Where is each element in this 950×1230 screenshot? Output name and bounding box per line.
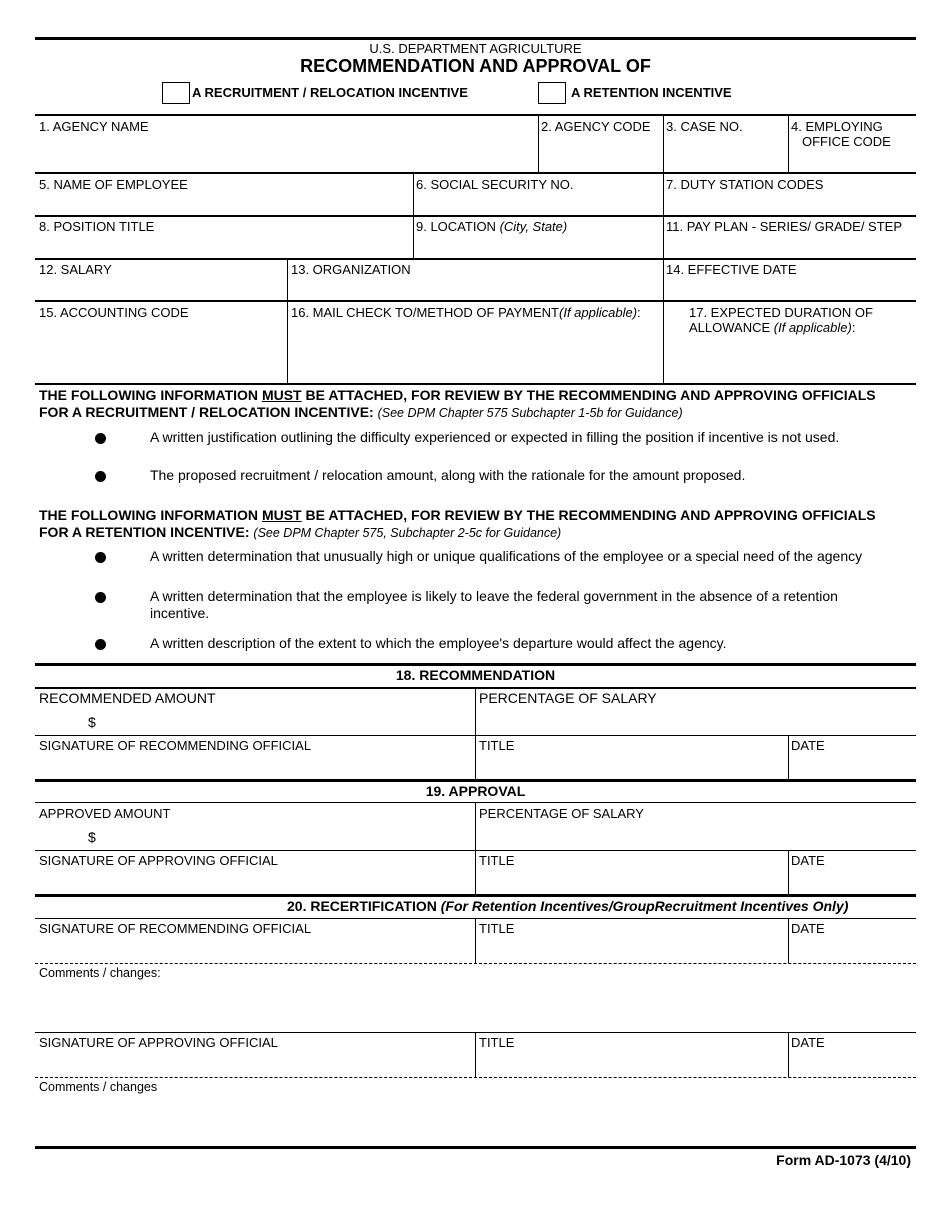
heading-text: BE ATTACHED, FOR REVIEW BY THE RECOMMENDING AND APPROVING OFFICIALS bbox=[301, 507, 876, 523]
payment-method-field[interactable] bbox=[291, 305, 641, 320]
recert-recommending-date-field[interactable]: DATE bbox=[791, 921, 825, 936]
recruitment-info-heading bbox=[39, 387, 876, 404]
retention-info-subheading bbox=[39, 524, 561, 542]
rule bbox=[35, 735, 916, 736]
department-name: U.S. DEPARTMENT AGRICULTURE bbox=[369, 41, 582, 56]
divider bbox=[663, 115, 664, 384]
form-title: RECOMMENDATION AND APPROVAL OF bbox=[300, 56, 651, 76]
grid-rule-4 bbox=[35, 258, 916, 260]
footer-rule bbox=[35, 1146, 916, 1149]
duty-station-codes-field[interactable]: 7. DUTY STATION CODES bbox=[666, 177, 824, 192]
recruitment-info-subheading bbox=[39, 404, 683, 422]
location-label: 9. LOCATION bbox=[416, 219, 500, 234]
retention-checkbox[interactable] bbox=[538, 82, 566, 104]
agency-code-field[interactable]: 2. AGENCY CODE bbox=[541, 119, 651, 134]
rule bbox=[35, 850, 916, 851]
recert-comments-1[interactable]: Comments / changes: bbox=[39, 966, 161, 980]
divider bbox=[287, 259, 288, 384]
grid-rule-2 bbox=[35, 172, 916, 174]
recert-approving-signature-field[interactable]: SIGNATURE OF APPROVING OFFICIAL bbox=[39, 1035, 278, 1050]
approved-amount-field[interactable]: APPROVED AMOUNT bbox=[39, 806, 171, 821]
retention-bullet: A written description of the extent to which the employee's departure would affect the agency. bbox=[150, 635, 727, 651]
ssn-field[interactable]: 6. SOCIAL SECURITY NO. bbox=[416, 177, 574, 192]
recruitment-bullet: The proposed recruitment / relocation amount, along with the rationale for the amount proposed. bbox=[150, 467, 746, 483]
divider bbox=[475, 919, 476, 963]
case-no-field[interactable]: 3. CASE NO. bbox=[666, 119, 743, 134]
heading-note: (For Retention Incentives/GroupRecruitment Incentives Only) bbox=[440, 898, 849, 914]
section-20-top-rule bbox=[35, 894, 916, 897]
approving-date-field[interactable]: DATE bbox=[791, 853, 825, 868]
employing-office-code-label-1: 4. EMPLOYING bbox=[791, 119, 883, 134]
pay-plan-field[interactable]: 11. PAY PLAN - SERIES/ GRADE/ STEP bbox=[666, 219, 903, 234]
location-note: (City, State) bbox=[499, 219, 568, 234]
expected-duration-field[interactable] bbox=[689, 305, 873, 335]
top-rule bbox=[35, 37, 916, 40]
subheading-text: FOR A RETENTION INCENTIVE: bbox=[39, 524, 250, 540]
recert-approving-date-field[interactable]: DATE bbox=[791, 1035, 825, 1050]
guidance-note: (See DPM Chapter 575 Subchapter 1-5b for Guidance) bbox=[377, 406, 683, 420]
expected-duration-label-1: 17. EXPECTED DURATION OF bbox=[689, 305, 873, 320]
section-19-top-rule bbox=[35, 779, 916, 782]
heading-text: THE FOLLOWING INFORMATION bbox=[39, 387, 262, 403]
agency-name-field[interactable]: 1. AGENCY NAME bbox=[39, 119, 149, 134]
salary-field[interactable]: 12. SALARY bbox=[39, 262, 112, 277]
expected-duration-colon: : bbox=[851, 320, 856, 335]
approving-title-field[interactable]: TITLE bbox=[479, 853, 515, 868]
expected-duration-label-2: ALLOWANCE bbox=[689, 320, 774, 335]
heading-emphasis: MUST bbox=[261, 507, 302, 523]
divider bbox=[788, 1033, 789, 1077]
dashed-rule bbox=[35, 1077, 916, 1078]
form-number: Form AD-1073 (4/10) bbox=[776, 1152, 911, 1168]
recert-approving-title-field[interactable]: TITLE bbox=[479, 1035, 515, 1050]
recommendation-heading: 18. RECOMMENDATION bbox=[395, 667, 556, 683]
dollar-sign: $ bbox=[88, 714, 96, 730]
recommended-amount-field[interactable]: RECOMMENDED AMOUNT bbox=[39, 690, 216, 706]
payment-method-colon: : bbox=[637, 305, 641, 320]
grid-bottom-rule bbox=[35, 383, 916, 385]
payment-method-note: (If applicable) bbox=[559, 305, 638, 320]
section-18-top-rule bbox=[35, 663, 916, 666]
divider bbox=[475, 803, 476, 895]
recommending-title-field[interactable]: TITLE bbox=[479, 738, 515, 753]
divider bbox=[788, 851, 789, 895]
bullet-icon bbox=[95, 433, 106, 444]
divider bbox=[475, 1033, 476, 1077]
divider bbox=[475, 688, 476, 780]
divider bbox=[788, 115, 789, 173]
bullet-icon bbox=[95, 639, 106, 650]
grid-rule-3 bbox=[35, 215, 916, 217]
accounting-code-field[interactable]: 15. ACCOUNTING CODE bbox=[39, 305, 189, 320]
approval-heading: 19. APPROVAL bbox=[425, 783, 526, 799]
recertification-heading bbox=[287, 898, 848, 914]
recommending-signature-field[interactable]: SIGNATURE OF RECOMMENDING OFFICIAL bbox=[39, 738, 312, 753]
retention-option-label: A RETENTION INCENTIVE bbox=[571, 85, 732, 100]
divider bbox=[413, 173, 414, 259]
location-field[interactable] bbox=[416, 219, 567, 234]
grid-top-rule bbox=[35, 114, 916, 116]
recruitment-option-label: A RECRUITMENT / RELOCATION INCENTIVE bbox=[192, 85, 468, 100]
heading-text: 20. RECERTIFICATION bbox=[287, 898, 441, 914]
divider bbox=[788, 919, 789, 963]
dashed-rule bbox=[35, 963, 916, 964]
approved-percentage-field[interactable]: PERCENTAGE OF SALARY bbox=[479, 806, 644, 821]
recert-recommending-signature-field[interactable]: SIGNATURE OF RECOMMENDING OFFICIAL bbox=[39, 921, 312, 936]
heading-text: BE ATTACHED, FOR REVIEW BY THE RECOMMENDING AND APPROVING OFFICIALS bbox=[301, 387, 876, 403]
effective-date-field[interactable]: 14. EFFECTIVE DATE bbox=[666, 262, 797, 277]
employee-name-field[interactable]: 5. NAME OF EMPLOYEE bbox=[39, 177, 188, 192]
recruitment-checkbox[interactable] bbox=[162, 82, 190, 104]
retention-bullet: A written determination that the employee is likely to leave the federal government in the absence of a retention incentive. bbox=[150, 588, 838, 621]
recert-comments-2[interactable]: Comments / changes bbox=[39, 1080, 158, 1094]
heading-text: THE FOLLOWING INFORMATION bbox=[39, 507, 262, 523]
employing-office-code-field[interactable] bbox=[791, 119, 891, 149]
guidance-note: (See DPM Chapter 575, Subchapter 2-5c for Guidance) bbox=[253, 526, 562, 540]
retention-info-heading bbox=[39, 507, 876, 524]
dollar-sign: $ bbox=[88, 829, 96, 845]
divider bbox=[788, 736, 789, 780]
expected-duration-note: (If applicable) bbox=[773, 320, 852, 335]
bullet-icon bbox=[95, 592, 106, 603]
bullet-icon bbox=[95, 552, 106, 563]
divider bbox=[538, 115, 539, 173]
employing-office-code-label-2: OFFICE CODE bbox=[802, 134, 891, 149]
position-title-field[interactable]: 8. POSITION TITLE bbox=[39, 219, 155, 234]
retention-bullet: A written determination that unusually high or unique qualifications of the employee or a special need of the agency bbox=[150, 548, 863, 564]
bullet-icon bbox=[95, 471, 106, 482]
recert-recommending-title-field[interactable]: TITLE bbox=[479, 921, 515, 936]
subheading-text: FOR A RECRUITMENT / RELOCATION INCENTIVE: bbox=[39, 404, 374, 420]
payment-method-label: 16. MAIL CHECK TO/METHOD OF PAYMENT bbox=[291, 305, 559, 320]
heading-emphasis: MUST bbox=[261, 387, 302, 403]
organization-field[interactable]: 13. ORGANIZATION bbox=[291, 262, 411, 277]
recruitment-bullet: A written justification outlining the difficulty experienced or expected in filling the position if incentive is not used. bbox=[150, 429, 840, 445]
approving-signature-field[interactable]: SIGNATURE OF APPROVING OFFICIAL bbox=[39, 853, 278, 868]
recommending-date-field[interactable]: DATE bbox=[791, 738, 825, 753]
recommended-percentage-field[interactable]: PERCENTAGE OF SALARY bbox=[479, 690, 657, 706]
grid-rule-5 bbox=[35, 300, 916, 302]
